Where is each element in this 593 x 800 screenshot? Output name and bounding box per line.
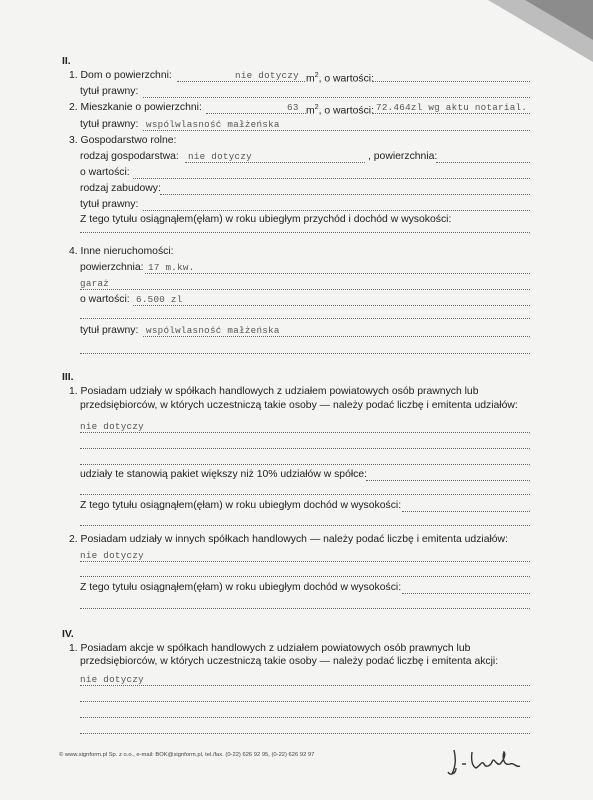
shares-income-line (402, 511, 530, 512)
stocks-line-a (80, 685, 530, 686)
farm-income-label: Z tego tytułu osiągnąłem(ęłam) w roku ubiegłym przychód i dochód w wysokości: (80, 214, 452, 225)
other-title-label: tytuł prawny: (80, 325, 139, 336)
house-area-label: 1. Dom o powierzchni: (69, 70, 172, 81)
farm-title-line (143, 210, 530, 211)
house-value-line (372, 81, 530, 82)
other-shares-value: nie dotyczy (80, 550, 144, 561)
other-area-value: 17 m.kw. (148, 262, 195, 273)
other-shares-line-a (80, 561, 530, 562)
flat-area-value: 63 (287, 102, 299, 113)
flat-value: 72.464zl wg aktu notarial. (376, 102, 528, 113)
other-shares-income-label: Z tego tytułu osiągnąłem(ęłam) w roku ubiegłym dochód w wysokości: (80, 582, 402, 593)
other-value-value: 6.500 zl (136, 294, 183, 305)
shares-line-a (80, 432, 530, 433)
flat-title-label: tytuł prawny: (80, 119, 139, 130)
other-shares-income-line (402, 593, 530, 594)
other-value-line (133, 305, 530, 306)
stocks-line-c (80, 717, 530, 718)
other-area-label: powierzchnia: (80, 262, 144, 273)
farm-type-value: nie dotyczy (188, 151, 252, 162)
house-unit: $m^2$, o wartości: (306, 72, 374, 85)
shares-income-line-2 (80, 525, 530, 526)
farm-building-line (160, 194, 530, 195)
other-area-line (145, 273, 530, 274)
farm-building-label: rodzaj zabudowy: (80, 183, 161, 194)
shares-packet-line-2 (80, 494, 530, 495)
farm-area-label: , powierzchnia: (368, 151, 438, 162)
farm-value-label: o wartości: (80, 167, 130, 178)
farm-value-line (133, 178, 530, 179)
other-area-value-2: garaż (80, 278, 110, 289)
shares-packet-line (366, 480, 530, 481)
flat-area-label: 2. Mieszkanie o powierzchni: (69, 102, 202, 113)
flat-unit: $m^2$, o wartości: (306, 104, 374, 117)
other-value-label: o wartości: (80, 294, 130, 305)
section-iii-heading: III. (62, 372, 74, 383)
shares-packet-label: udziały te stanowią pakiet większy niż 10% udziałów w spółce: (80, 469, 368, 480)
flat-title-value: wspólwlasność małżeńska (146, 119, 280, 130)
shares-line-1: 1. Posiadam udziały w spółkach handlowych z udziałem powiatowych osób prawnych lub (69, 386, 479, 397)
footer-copyright: © www.signform.pl Sp. z o.o., e-mail: BOK@signform.pl, tel./fax. (0-22) 626 92 95, (0-22) 626 92 97 (59, 752, 315, 758)
stocks-line-1: 1. Posiadam akcje w spółkach handlowych z udziałem powiatowych osób prawnych lub (69, 643, 471, 654)
other-shares-income-line-2 (80, 608, 530, 609)
house-area-value: nie dotyczy (235, 70, 299, 81)
page-corner-shadow (525, 0, 593, 40)
stocks-line-b (80, 701, 530, 702)
farm-income-line (80, 232, 530, 233)
shares-line-2: przedsiębiorców, w których uczestniczą takie osoby — należy podać liczbę i emitenta udziałów: (80, 400, 518, 411)
other-area-line-2 (80, 289, 530, 290)
other-title-value: wspólwlasność małżeńska (146, 325, 280, 336)
other-value-line-2 (80, 318, 530, 319)
other-shares-line-b (80, 576, 530, 577)
stocks-line-d (80, 733, 530, 734)
stocks-value: nie dotyczy (80, 674, 144, 685)
other-title-line-2 (80, 353, 530, 354)
house-title-label: tytuł prawny: (80, 86, 139, 97)
shares-income-label: Z tego tytułu osiągnąłem(ęłam) w roku ubiegłym dochód w wysokości: (80, 500, 402, 511)
shares-line-b (80, 448, 530, 449)
farm-label: 3. Gospodarstwo rolne: (69, 135, 177, 146)
shares-value: nie dotyczy (80, 421, 144, 432)
farm-type-label: rodzaj gospodarstwa: (80, 151, 179, 162)
section-iv-heading: IV. (62, 629, 74, 640)
stocks-line-2: przedsiębiorców, w których uczestniczą takie osoby — należy podać liczbę i emitenta akcji: (80, 656, 499, 667)
farm-title-label: tytuł prawny: (80, 199, 139, 210)
farm-area-line (436, 162, 530, 163)
house-title-line (143, 97, 530, 98)
other-shares-label: 2. Posiadam udziały w innych spółkach handlowych — należy podać liczbę i emitenta udziałów: (69, 534, 508, 545)
shares-line-c (80, 464, 530, 465)
other-property-label: 4. Inne nieruchomości: (69, 246, 174, 257)
section-ii-heading: II. (62, 56, 71, 67)
handwritten-signature (444, 744, 526, 780)
